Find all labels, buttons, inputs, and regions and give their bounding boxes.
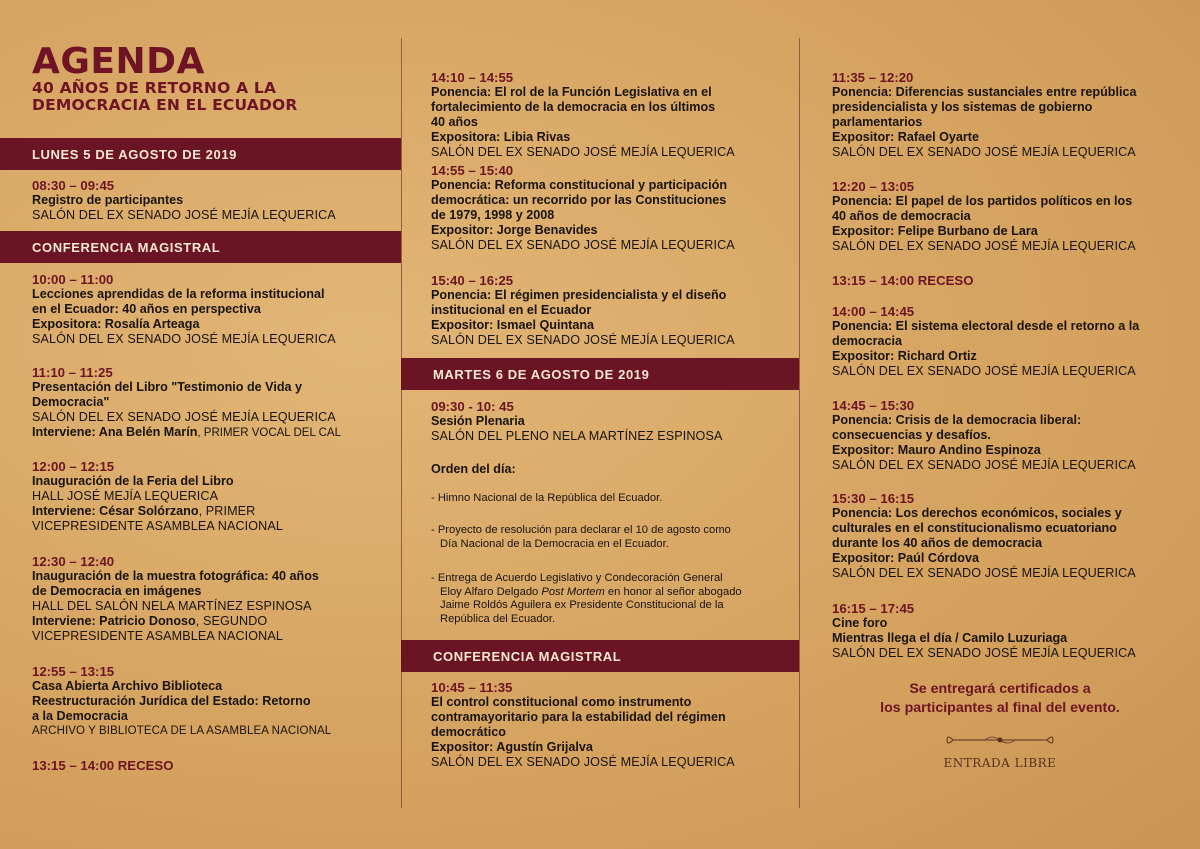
- event-cine-foro: [832, 601, 1136, 661]
- event-place: SALÓN DEL EX SENADO JOSÉ MEJÍA LEQUERICA: [832, 566, 1136, 580]
- event-title-line: Reestructuración Jurídica del Estado: Retorno: [32, 694, 311, 708]
- event-speaker-role-line2: VICEPRESIDENTE ASAMBLEA NACIONAL: [32, 629, 283, 643]
- receso-label-2: 13:15 – 14:00 RECESO: [832, 273, 974, 288]
- event-title-line: Ponencia: Reforma constitucional y participación: [431, 178, 728, 192]
- event-title-line: Democracia": [32, 395, 110, 409]
- orden-item-text: - Himno Nacional de la República del Ecuador.: [431, 492, 663, 504]
- agenda-title: AGENDA: [32, 41, 205, 82]
- entrada-libre-label: ENTRADA LIBRE: [943, 756, 1057, 770]
- conference-bar-2: [401, 640, 799, 672]
- event-title-line: Ponencia: Los derechos económicos, sociales y: [832, 506, 1122, 520]
- event-speaker-role: , PRIMER: [198, 504, 256, 518]
- event-crisis-democracia: [832, 398, 1136, 473]
- event-speaker-role-line2: VICEPRESIDENTE ASAMBLEA NACIONAL: [32, 519, 283, 533]
- event-title-line: Ponencia: El papel de los partidos políticos en los: [832, 194, 1133, 208]
- event-speaker: Expositora: Rosalía Arteaga: [32, 317, 200, 331]
- event-speaker: Interviene: Patricio Donoso: [32, 614, 196, 628]
- orden-del-dia: [431, 462, 516, 477]
- event-registro: [32, 178, 336, 223]
- event-title: Inauguración de la Feria del Libro: [32, 474, 234, 488]
- event-time: 14:55 – 15:40: [431, 163, 514, 178]
- event-title-line: Ponencia: El rol de la Función Legislativa en el: [431, 85, 712, 99]
- event-time: 15:30 – 16:15: [832, 491, 915, 506]
- event-speaker: Interviene: Ana Belén Marín: [32, 425, 198, 439]
- event-title-line: a la Democracia: [32, 709, 128, 723]
- agenda-subtitle-line1: 40 AÑOS DE RETORNO A LA: [32, 79, 277, 97]
- event-speaker: Interviene: César Solórzano: [32, 504, 199, 518]
- ornament-divider-icon: [945, 733, 1055, 747]
- event-title-line: Ponencia: El sistema electoral desde el retorno a la: [832, 319, 1140, 333]
- event-place: HALL DEL SALÓN NELA MARTÍNEZ ESPINOSA: [32, 599, 312, 613]
- event-speaker: Expositor: Agustín Grijalva: [431, 740, 593, 754]
- event-time: 16:15 – 17:45: [832, 601, 915, 616]
- certificate-note-line2: los participantes al final del evento.: [880, 700, 1120, 716]
- event-title-line: Lecciones aprendidas de la reforma institucional: [32, 287, 325, 301]
- orden-item-text: - Proyecto de resolución para declarar el 10 de agosto como: [431, 524, 731, 536]
- event-title-line: consecuencias y desafíos.: [832, 428, 991, 442]
- event-title-line: Mientras llega el día / Camilo Luzuriaga: [832, 631, 1068, 645]
- event-lecciones: [32, 272, 336, 347]
- day-bar-monday-label: LUNES 5 DE AGOSTO DE 2019: [32, 146, 238, 162]
- certificate-note-line1: Se entregará certificados a: [909, 681, 1091, 697]
- event-title-line: Ponencia: Crisis de la democracia liberal:: [832, 413, 1082, 427]
- event-sesion-plenaria: [431, 399, 722, 444]
- event-title: Sesión Plenaria: [431, 414, 525, 428]
- event-speaker: Expositor: Paúl Córdova: [832, 551, 979, 565]
- orden-item-text: Eloy Alfaro Delgado: [440, 585, 542, 598]
- event-time: 14:10 – 14:55: [431, 70, 514, 85]
- event-speaker-role: , PRIMER VOCAL DEL CAL: [197, 427, 341, 439]
- event-time: 12:20 – 13:05: [832, 179, 915, 194]
- event-sistema-electoral: [832, 304, 1139, 379]
- event-speaker: Expositor: Mauro Andino Espinoza: [832, 443, 1041, 457]
- event-muestra-fotografica: [32, 554, 319, 644]
- event-time: 15:40 – 16:25: [431, 273, 514, 288]
- conference-bar-label: CONFERENCIA MAGISTRAL: [433, 648, 622, 664]
- event-place: SALÓN DEL EX SENADO JOSÉ MEJÍA LEQUERICA: [32, 410, 336, 424]
- event-title-line: culturales en el constitucionalismo ecuatoriano: [832, 521, 1117, 535]
- event-funcion-legislativa: [431, 70, 735, 160]
- event-title-line: fortalecimiento de la democracia en los últimos: [431, 100, 716, 114]
- day-bar-tuesday-label: MARTES 6 DE AGOSTO DE 2019: [433, 366, 650, 382]
- receso-label-1: 13:15 – 14:00 RECESO: [32, 758, 174, 773]
- orden-item-text: - Entrega de Acuerdo Legislativo y Condecoración General: [431, 572, 723, 584]
- event-title-line: El control constitucional como instrumento: [431, 695, 692, 709]
- event-place: SALÓN DEL EX SENADO JOSÉ MEJÍA LEQUERICA: [832, 145, 1136, 159]
- certificate-note: [820, 680, 1180, 718]
- event-title-line: democracia: [832, 334, 903, 348]
- event-derechos-economicos: [832, 491, 1136, 581]
- event-time: 12:30 – 12:40: [32, 554, 115, 569]
- event-place: SALÓN DEL EX SENADO JOSÉ MEJÍA LEQUERICA: [832, 364, 1136, 378]
- orden-item-text: Día Nacional de la Democracia en el Ecuador.: [440, 537, 669, 550]
- event-place: SALÓN DEL EX SENADO JOSÉ MEJÍA LEQUERICA: [431, 333, 735, 347]
- event-place: SALÓN DEL EX SENADO JOSÉ MEJÍA LEQUERICA: [431, 145, 735, 159]
- event-title-line: parlamentarios: [832, 115, 923, 129]
- event-partidos-politicos: [832, 179, 1136, 254]
- orden-item-italic: Post Mortem: [541, 585, 605, 598]
- event-title-line: 40 años: [431, 115, 478, 129]
- event-title-line: 40 años de democracia: [832, 209, 971, 223]
- event-title-line: en el Ecuador: 40 años en perspectiva: [32, 302, 261, 316]
- event-speaker: Expositor: Felipe Burbano de Lara: [832, 224, 1038, 238]
- event-time: 11:35 – 12:20: [832, 70, 914, 85]
- conference-bar-1: [0, 231, 401, 263]
- orden-item-text: República del Ecuador.: [440, 612, 556, 625]
- event-time: 11:10 – 11:25: [32, 365, 113, 380]
- event-time: 12:55 – 13:15: [32, 664, 115, 679]
- event-place: SALÓN DEL PLENO NELA MARTÍNEZ ESPINOSA: [431, 429, 723, 443]
- event-place: SALÓN DEL EX SENADO JOSÉ MEJÍA LEQUERICA: [431, 238, 735, 252]
- event-control-constitucional: [431, 680, 735, 770]
- event-title-line: institucional en el Ecuador: [431, 303, 592, 317]
- event-speaker: Expositor: Jorge Benavides: [431, 223, 598, 237]
- event-title-line: presidencialista y los sistemas de gobierno: [832, 100, 1093, 114]
- event-speaker: Expositora: Libia Rivas: [431, 130, 571, 144]
- event-feria-libro: [32, 459, 283, 534]
- event-time: 14:00 – 14:45: [832, 304, 915, 319]
- event-place: SALÓN DEL EX SENADO JOSÉ MEJÍA LEQUERICA: [832, 239, 1136, 253]
- event-title-line: democrático: [431, 725, 506, 739]
- orden-heading: Orden del día:: [431, 462, 516, 476]
- event-place: SALÓN DEL EX SENADO JOSÉ MEJÍA LEQUERICA: [832, 458, 1136, 472]
- event-speaker: Expositor: Ismael Quintana: [431, 318, 595, 332]
- agenda-header: [32, 41, 298, 114]
- event-title-line: Inauguración de la muestra fotográfica: 40 años: [32, 569, 319, 583]
- event-place: SALÓN DEL EX SENADO JOSÉ MEJÍA LEQUERICA: [832, 646, 1136, 660]
- event-speaker-role: , SEGUNDO: [195, 614, 268, 628]
- event-time: 09:30 - 10: 45: [431, 399, 514, 414]
- event-place: SALÓN DEL EX SENADO JOSÉ MEJÍA LEQUERICA: [32, 208, 336, 222]
- event-time: 14:45 – 15:30: [832, 398, 915, 413]
- event-title-line: Ponencia: El régimen presidencialista y el diseño: [431, 288, 727, 302]
- day-bar-monday: [0, 138, 401, 170]
- event-presentacion-libro: [32, 365, 341, 441]
- orden-item-text: Jaime Roldós Aguilera ex Presidente Constitucional de la: [440, 599, 724, 611]
- conference-bar-label: CONFERENCIA MAGISTRAL: [32, 239, 221, 255]
- orden-item-1: [431, 492, 662, 506]
- column-divider-right: [799, 38, 800, 808]
- agenda-subtitle-line2: DEMOCRACIA EN EL ECUADOR: [32, 96, 298, 114]
- event-place: ARCHIVO Y BIBLIOTECA DE LA ASAMBLEA NACIONAL: [32, 725, 332, 737]
- event-time: 12:00 – 12:15: [32, 459, 115, 474]
- event-title-line: contramayoritario para la estabilidad del régimen: [431, 710, 726, 724]
- event-title: Registro de participantes: [32, 193, 184, 207]
- event-casa-abierta: [32, 664, 331, 739]
- event-time: 10:00 – 11:00: [32, 272, 114, 287]
- column-divider-left: [401, 38, 402, 808]
- event-time: 10:45 – 11:35: [431, 680, 513, 695]
- event-place: SALÓN DEL EX SENADO JOSÉ MEJÍA LEQUERICA: [32, 332, 336, 346]
- orden-item-3: [431, 572, 771, 626]
- day-bar-tuesday: [401, 358, 799, 390]
- event-time: 08:30 – 09:45: [32, 178, 115, 193]
- event-title-line: Ponencia: Diferencias sustanciales entre república: [832, 85, 1137, 99]
- event-title-line: de 1979, 1998 y 2008: [431, 208, 555, 222]
- event-title-line: Cine foro: [832, 616, 888, 630]
- event-title-line: Presentación del Libro "Testimonio de Vida y: [32, 380, 303, 394]
- event-speaker: Expositor: Rafael Oyarte: [832, 130, 979, 144]
- event-title-line: de Democracia en imágenes: [32, 584, 202, 598]
- event-reforma-constitucional: [431, 163, 735, 253]
- event-diferencias-sustanciales: [832, 70, 1136, 160]
- event-title-line: durante los 40 años de democracia: [832, 536, 1042, 550]
- event-title-line: Casa Abierta Archivo Biblioteca: [32, 679, 223, 693]
- event-place: SALÓN DEL EX SENADO JOSÉ MEJÍA LEQUERICA: [431, 755, 735, 769]
- orden-item-2: [431, 524, 771, 551]
- event-title-line: democrática: un recorrido por las Constituciones: [431, 193, 727, 207]
- orden-item-text: en honor al señor abogado: [604, 585, 742, 598]
- event-regimen-presidencialista: [431, 273, 735, 348]
- event-place: HALL JOSÉ MEJÍA LEQUERICA: [32, 489, 219, 503]
- event-speaker: Expositor: Richard Ortiz: [832, 349, 977, 363]
